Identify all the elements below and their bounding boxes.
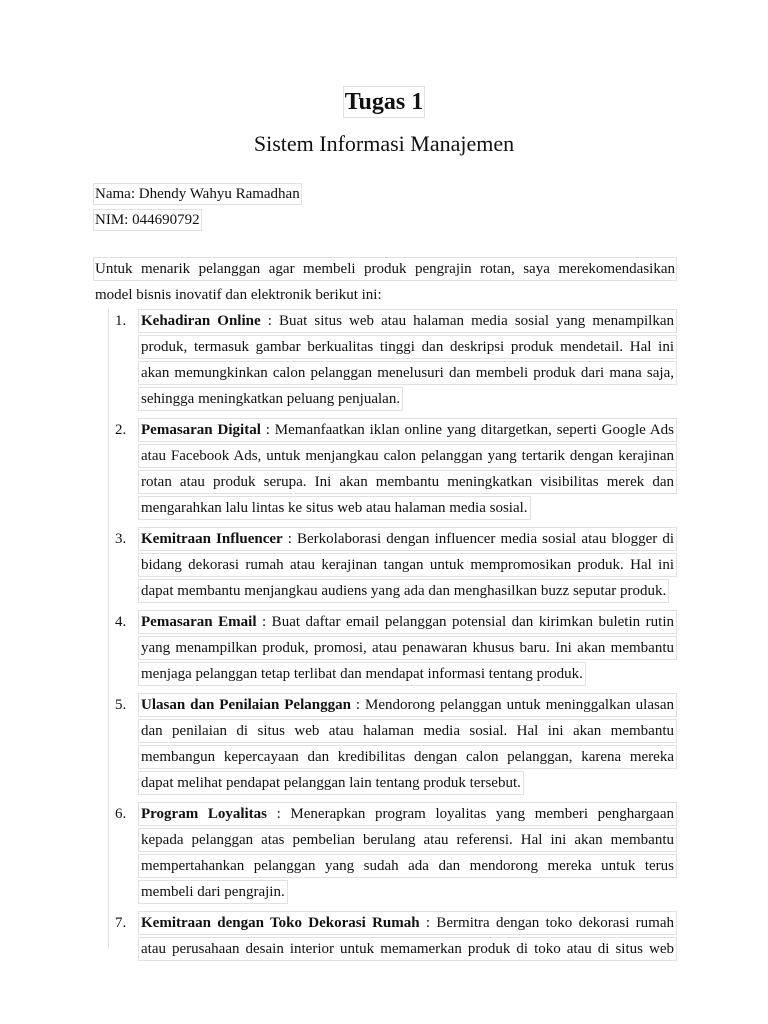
list-item-line	[138, 527, 677, 551]
list-item-line	[138, 309, 677, 333]
student-name: Nama: Dhendy Wahyu Ramadhan	[93, 183, 302, 205]
list-item-line: membangun kepercayaan dan kredibilitas dengan calon pelanggan, karena mereka	[138, 745, 677, 769]
recommendation-list	[93, 309, 683, 963]
list-item	[93, 309, 683, 418]
list-item-text: : Buat daftar email pelanggan potensial dan kirimkan buletin rutin	[256, 614, 674, 630]
list-item-term: Kehadiran Online	[141, 313, 261, 329]
list-item	[93, 802, 683, 911]
list-item-number: 4.	[115, 614, 127, 630]
list-item-line: dan penilaian di situs web atau halaman media sosial. Hal ini akan membantu	[138, 719, 677, 743]
list-item-number: 6.	[115, 806, 127, 822]
list-item-line: menjaga pelanggan tetap terlibat dan mendapat informasi tentang produk.	[138, 662, 586, 686]
list-item-body	[138, 527, 677, 610]
list-item-line: bidang dekorasi rumah atau kerajinan tangan untuk mempromosikan produk. Hal ini	[138, 553, 677, 577]
list-item-term: Pemasaran Digital	[141, 422, 261, 438]
list-item-text: : Bermitra dengan toko dekorasi rumah	[419, 915, 675, 931]
student-nim: NIM: 044690792	[93, 209, 202, 231]
list-item-term: Kemitraan Influencer	[141, 531, 283, 547]
list-item-term: Pemasaran Email	[141, 614, 257, 630]
list-item-line: atau Facebook Ads, untuk menjangkau calon pelanggan yang tertarik dengan kerajinan	[138, 444, 677, 468]
list-item-line: dapat melihat pendapat pelanggan lain tentang produk tersebut.	[138, 771, 524, 795]
list-item-line	[138, 610, 677, 634]
list-item-line: yang menampilkan produk, promosi, atau penawaran khusus baru. Ini akan membantu	[138, 636, 677, 660]
list-item-line: atau perusahaan desain interior untuk memamerkan produk di toko atau di situs web	[138, 937, 677, 961]
list-item-line: mempertahankan pelanggan yang sudah ada dan mendorong mereka untuk terus	[138, 854, 677, 878]
list-item-number: 1.	[115, 313, 127, 329]
list-item-text: : Mendorong pelanggan untuk meninggalkan ulasan	[350, 697, 675, 713]
list-item-line: dapat membantu menjangkau audiens yang ada dan menghasilkan buzz seputar produk.	[138, 579, 669, 603]
list-item-line	[138, 911, 677, 935]
list-item-line	[138, 802, 677, 826]
document-subtitle: Sistem Informasi Manajemen	[253, 131, 515, 156]
list-item-line: kepada pelanggan atas pembelian berulang atau referensi. Hal ini akan membantu	[138, 828, 677, 852]
list-item-line: sehingga meningkatkan peluang penjualan.	[138, 387, 403, 411]
list-item-body	[138, 802, 677, 911]
list-item	[93, 693, 683, 802]
list-item-line: membeli dari pengrajin.	[138, 880, 288, 904]
list-item-body	[138, 418, 677, 527]
list-item-term: Kemitraan dengan Toko Dekorasi Rumah	[141, 915, 420, 931]
document-title: Tugas 1	[0, 86, 768, 118]
list-item-body	[138, 309, 677, 418]
list-item-line	[138, 693, 677, 717]
list-item-line: rotan atau produk serupa. Ini akan membantu meningkatkan visibilitas merek dan	[138, 470, 677, 494]
list-item-number: 7.	[115, 915, 127, 931]
list-item-body	[138, 610, 677, 693]
list-item-body	[138, 911, 677, 961]
list-item-line: mengarahkan lalu lintas ke situs web atau halaman media sosial.	[138, 496, 531, 520]
list-item-number: 3.	[115, 531, 127, 547]
list-item-body	[138, 693, 677, 802]
list-item-text: : Buat situs web atau halaman media sosial yang menampilkan	[260, 313, 674, 329]
list-item-number: 5.	[115, 697, 127, 713]
list-item-number: 2.	[115, 422, 127, 438]
list-item-text: : Berkolaborasi dengan influencer media sosial atau blogger di	[282, 531, 675, 547]
intro-line: Untuk menarik pelanggan agar membeli produk pengrajin rotan, saya merekomendasikan	[93, 257, 677, 281]
list-item-line: akan memungkinkan calon pelanggan menelusuri dan membeli produk dari mana saja,	[138, 361, 677, 385]
list-item-term: Ulasan dan Penilaian Pelanggan	[141, 697, 351, 713]
intro-line: model bisnis inovatif dan elektronik berikut ini:	[93, 283, 384, 307]
list-item-text: : Memanfaatkan iklan online yang ditargetkan, seperti Google Ads	[260, 422, 675, 438]
list-item	[93, 911, 683, 961]
list-item-line	[138, 418, 677, 442]
list-item	[93, 418, 683, 527]
list-item-line: produk, termasuk gambar berkualitas tinggi dan deskripsi produk mendetail. Hal ini	[138, 335, 677, 359]
list-item-text: : Menerapkan program loyalitas yang memberi penghargaan	[267, 806, 674, 822]
list-item	[93, 527, 683, 610]
list-item	[93, 610, 683, 693]
list-item-term: Program Loyalitas	[141, 806, 268, 822]
